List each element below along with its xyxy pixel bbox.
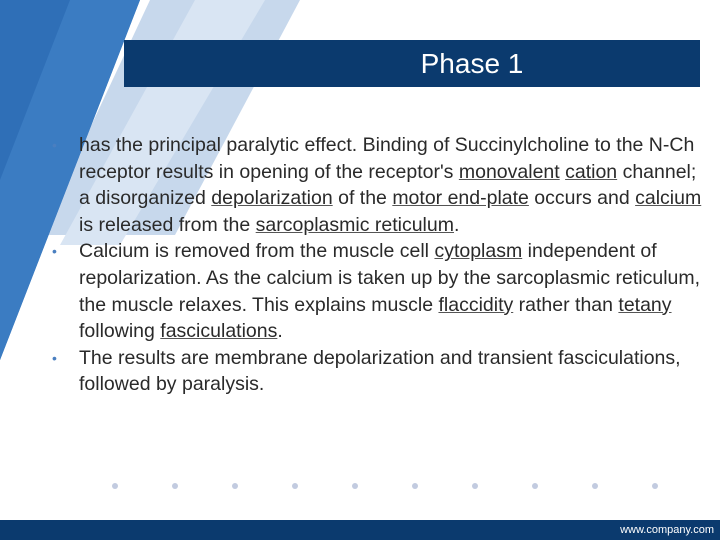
bullet-list	[52, 132, 702, 398]
slide-content	[52, 132, 702, 398]
bullet-text: rather than	[513, 293, 619, 316]
bullet-item	[52, 345, 702, 398]
term-link[interactable]: cytoplasm	[434, 240, 523, 263]
term-link[interactable]: sarcoplasmic reticulum	[255, 213, 454, 236]
title-bar	[124, 40, 700, 87]
bullet-icon: •	[52, 137, 57, 153]
bullet-item	[52, 132, 702, 238]
bullet-text: following	[79, 320, 161, 343]
decorative-dot	[352, 483, 358, 489]
footer-url: www.company.com	[620, 524, 714, 536]
slide-title: Phase 1	[420, 48, 524, 79]
term-link[interactable]: tetany	[618, 293, 672, 316]
decorative-dot	[412, 483, 418, 489]
bullet-text: occurs and	[528, 187, 636, 210]
term-link[interactable]: motor end-plate	[392, 187, 529, 210]
decorative-dot	[592, 483, 598, 489]
bullet-text: .	[453, 213, 460, 236]
term-link[interactable]: monovalent	[458, 160, 560, 183]
decorative-dot	[472, 483, 478, 489]
term-link[interactable]: depolarization	[211, 187, 333, 210]
term-link[interactable]: fasciculations	[160, 320, 278, 343]
decorative-dot	[652, 483, 658, 489]
decorative-dot	[172, 483, 178, 489]
bullet-text: channel; a disorganized	[79, 160, 697, 210]
decorative-dot	[232, 483, 238, 489]
bullet-text: is released from the	[79, 213, 256, 236]
decorative-dot	[532, 483, 538, 489]
bullet-text: of the	[332, 187, 393, 210]
bullet-text: Calcium is removed from the muscle cell	[79, 240, 435, 263]
bullet-icon: •	[52, 349, 57, 366]
decorative-dot	[292, 483, 298, 489]
term-link[interactable]: flaccidity	[438, 293, 514, 316]
footer-bar	[0, 520, 720, 540]
bullet-text: The results are membrane depolarization and transient fasciculations, followed by paralysis.	[79, 346, 681, 396]
term-link[interactable]: cation	[565, 160, 618, 183]
bullet-text: independent of repolarization. As the calcium is taken up by the sarcoplasmic reticulum, the muscle relaxes. This explains muscle	[79, 240, 701, 316]
dot-row	[112, 483, 672, 493]
bullet-item	[52, 238, 702, 344]
decorative-dot	[112, 483, 118, 489]
bullet-icon: •	[52, 243, 57, 260]
bullet-text: has the principal paralytic effect. Binding of Succinylcholine to the N-Ch receptor results in opening of the receptor's	[79, 134, 695, 183]
bullet-text: .	[277, 320, 283, 343]
term-link[interactable]: calcium	[635, 187, 702, 210]
